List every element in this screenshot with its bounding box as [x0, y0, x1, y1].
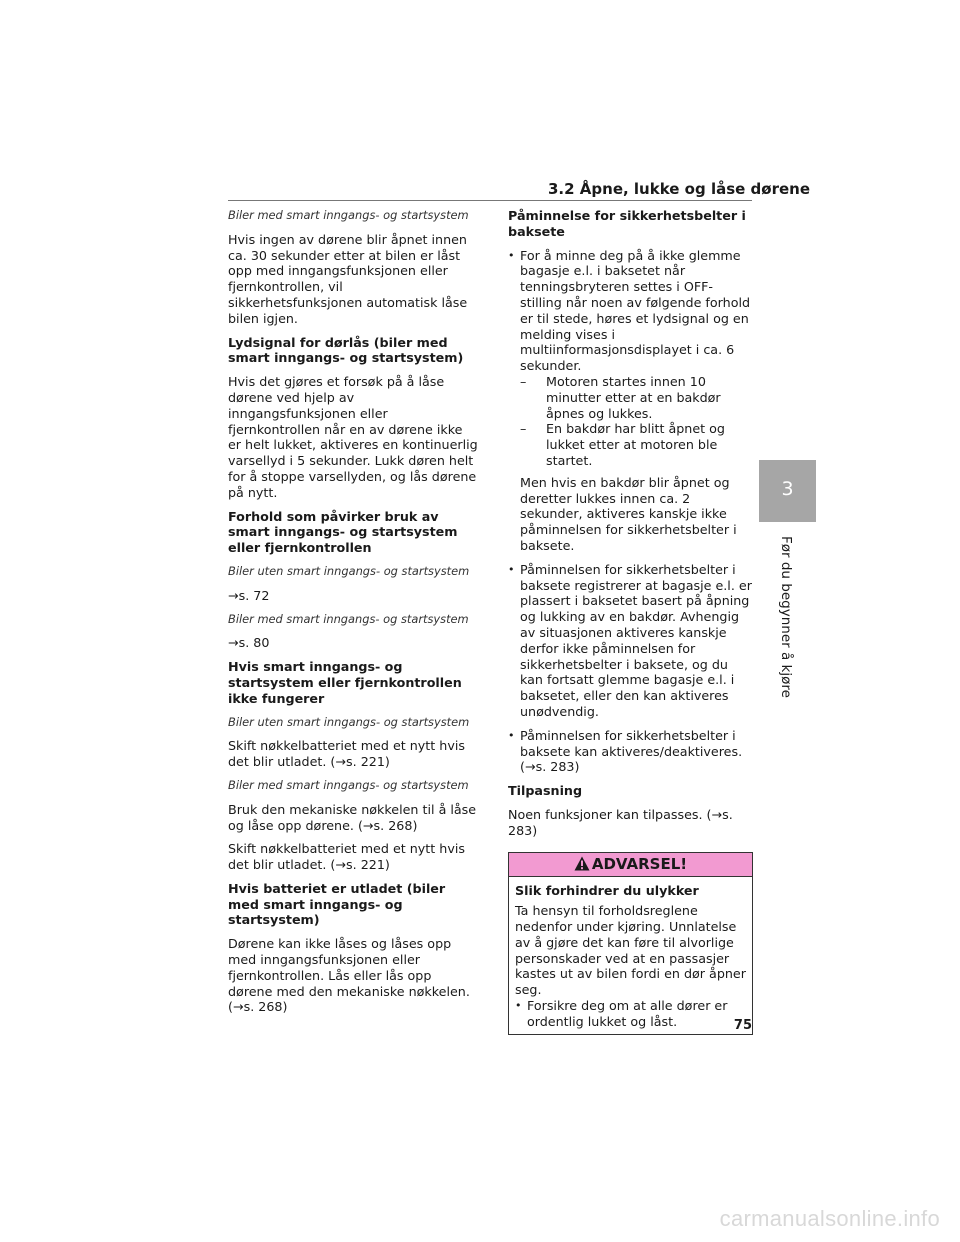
caption: Biler uten smart inngangs- og startsystem — [228, 563, 470, 578]
warning-box — [508, 852, 753, 1034]
page-number: 75 — [733, 1018, 752, 1033]
paragraph: Noen funksjoner kan tilpasses. (→s. 283) — [508, 806, 733, 838]
warning-text: Ta hensyn til forholdsreglene nedenfor under kjøring. Unnlatelse av å gjøre det kan føre til alvorlige personskader ved at en passasjer kastes ut av bilen fordi en dør åpner seg. — [515, 903, 746, 998]
list-item: • Påminnelsen for sikkerhetsbelter i baksete registrerer at bagasje e.l. er plassert i baksetet basert på åpning og lukking av en bakdør. Avhengig av situasjonen aktiveres kanskje derfor ikke påminnelsen for sikkerhetsbelter i baksete, og du kan fortsatt glemme bagasje e.l. i baksetet, eller den kan aktiveres unødvendig. — [508, 562, 753, 720]
chapter-label: Før du begynner å kjøre — [778, 536, 794, 698]
paragraph: Skift nøkkelbatteriet med et nytt hvis det blir utladet. (→s. 221) — [228, 841, 465, 873]
subheading: Forhold som påvirker bruk av smart inngangs- og startsystem eller fjernkontrollen — [228, 508, 458, 556]
chapter-tab — [759, 460, 816, 522]
section-title: 3.2 Åpne, lukke og låse dørene — [548, 180, 810, 198]
left-column — [228, 208, 478, 1023]
paragraph: Hvis ingen av dørene blir åpnet innen ca. 30 sekunder etter at bilen er låst opp med inngangsfunksjonen eller fjernkontrollen, vil sikkerhetsfunksjonen automatisk låse bilen igjen. — [228, 231, 468, 326]
caption: Biler uten smart inngangs- og startsystem — [228, 714, 470, 729]
sub-list — [520, 374, 753, 469]
subheading: Lydsignal for dørlås (biler med smart inngangs- og startsystem) — [228, 334, 464, 366]
warning-title: ADVARSEL! — [591, 855, 688, 874]
caption: Biler med smart inngangs- og startsystem — [228, 611, 469, 626]
list-item: • Forsikre deg om at alle dører er ordentlig lukket og låst. — [515, 998, 746, 1030]
paragraph: Skift nøkkelbatteriet med et nytt hvis det blir utladet. (→s. 221) — [228, 738, 465, 770]
page-reference-link[interactable]: →s. 72 — [228, 587, 270, 603]
paragraph: Dørene kan ikke låses og låses opp med inngangsfunksjonen eller fjernkontrollen. Lås eller lås opp dørene med den mekaniske nøkkelen. (→s. 268) — [228, 936, 470, 1015]
bullet-continuation: Men hvis en bakdør blir åpnet og deretter lukkes innen ca. 2 sekunder, aktiveres kanskje ikke påminnelsen for sikkerhetsbelter i baksete. — [520, 474, 737, 553]
subheading: Påminnelse for sikkerhetsbelter i baksete — [508, 208, 746, 239]
paragraph: Hvis det gjøres et forsøk på å låse dørene ved hjelp av inngangsfunksjonen eller fjernkontrollen når en av dørene ikke er helt lukket, aktiveres en kontinuerlig varsellyd i 5 sekunder. Lukk døren helt for å stoppe varsellyden, og lås dørene på nytt. — [228, 374, 478, 500]
paragraph: Bruk den mekaniske nøkkelen til å låse og låse opp dørene. (→s. 268) — [228, 801, 477, 833]
subheading: Hvis smart inngangs- og startsystem eller fjernkontrollen ikke fungerer — [228, 659, 462, 706]
warning-heading: Slik forhindrer du ulykker — [515, 883, 699, 899]
warning-header — [509, 853, 752, 877]
bullet-list — [508, 248, 753, 776]
subheading: Tilpasning — [508, 783, 583, 799]
caption: Biler med smart inngangs- og startsystem — [228, 208, 469, 222]
chapter-number: 3 — [781, 478, 794, 500]
page-reference-link[interactable]: →s. 80 — [228, 635, 270, 651]
subheading: Hvis batteriet er utladet (biler med smart inngangs- og startsystem) — [228, 880, 446, 928]
warning-body — [509, 877, 752, 1033]
header-divider — [228, 200, 752, 201]
list-item — [508, 248, 753, 554]
sub-list-item: – Motoren startes innen 10 minutter etter at en bakdør åpnes og lukkes. — [520, 374, 753, 421]
right-column — [508, 208, 753, 1035]
bullet-text: For å minne deg på å ikke glemme bagasje e.l. i baksetet når tenningsbryteren settes i OFF-stilling når noen av følgende forhold er til stede, høres et lydsignal og en melding vises i multiinformasjonsdisplayet i ca. 6 sekunder. — [520, 247, 751, 374]
sub-list-item: – En bakdør har blitt åpnet og lukket etter at motoren ble startet. — [520, 421, 753, 468]
caption: Biler med smart inngangs- og startsystem — [228, 777, 469, 792]
list-item: • Påminnelsen for sikkerhetsbelter i baksete kan aktiveres/deaktiveres. (→s. 283) — [508, 728, 753, 775]
watermark: carmanualsonline.info — [719, 1206, 940, 1231]
warning-triangle-icon — [574, 855, 590, 870]
